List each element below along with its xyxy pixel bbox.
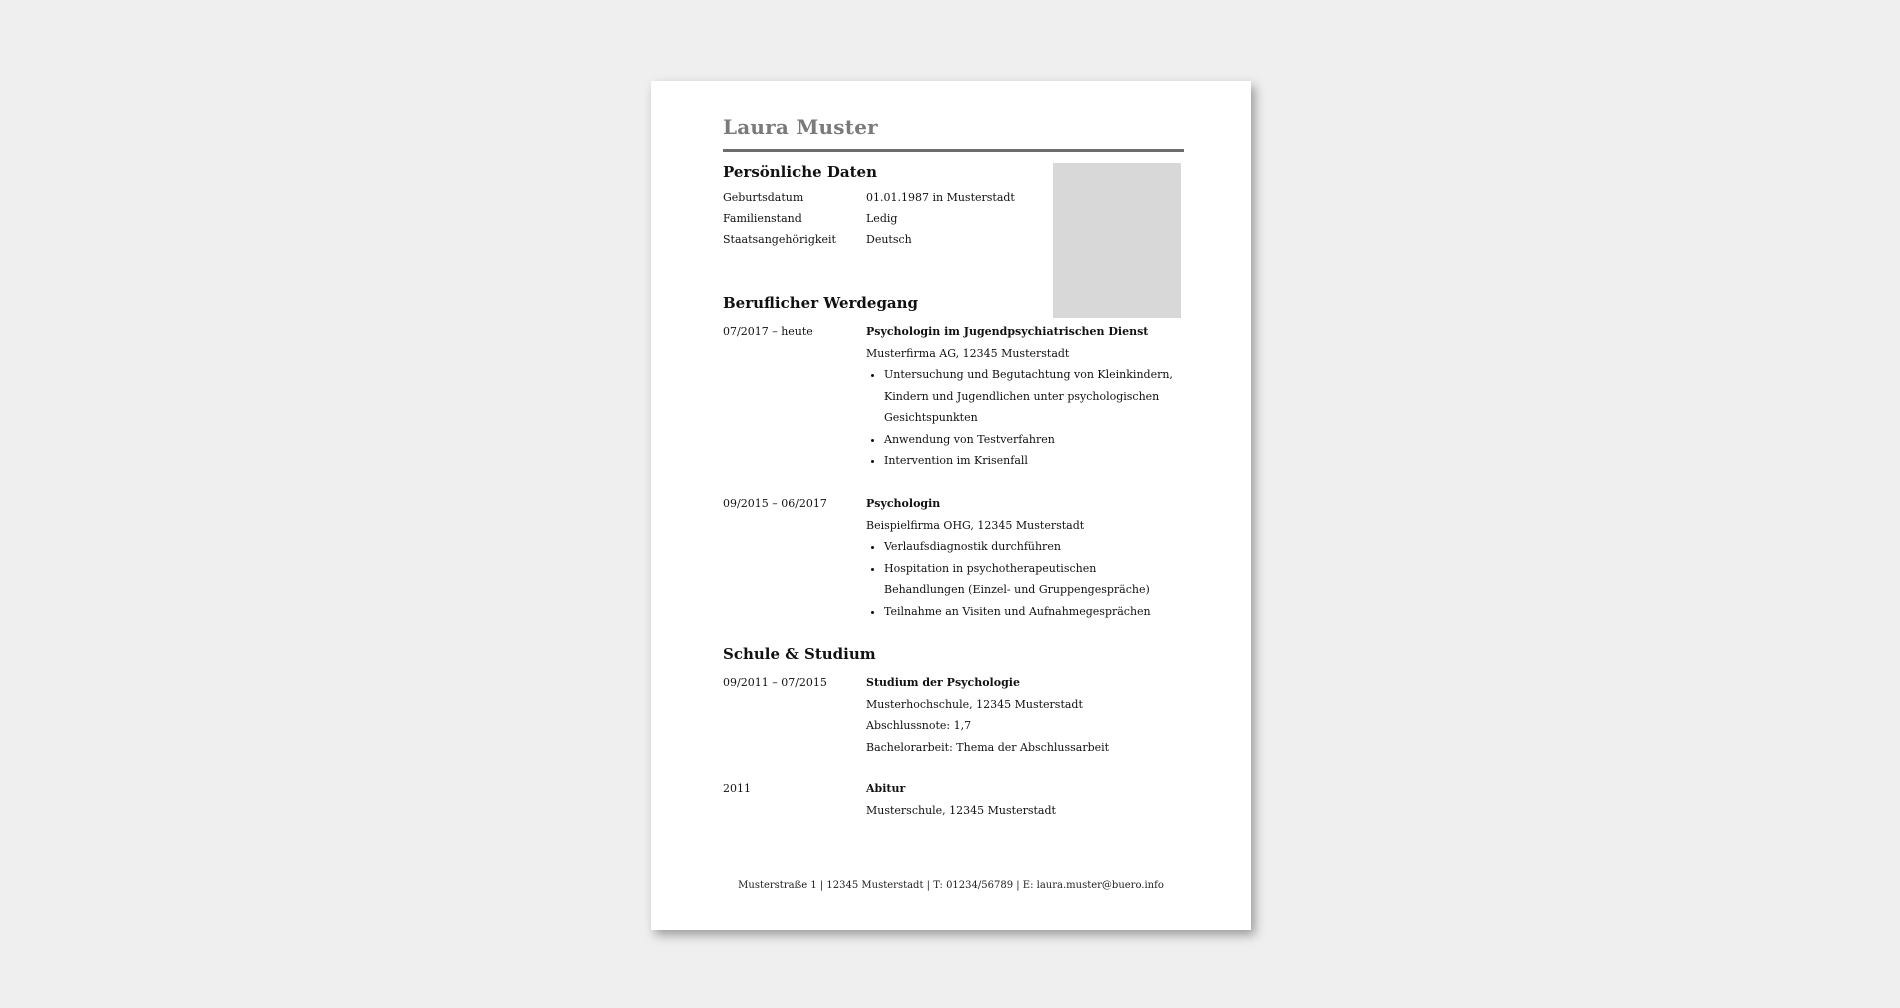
cv-page <box>651 81 1251 930</box>
personal-value: Deutsch <box>866 233 912 246</box>
education-degree: Abitur <box>866 782 906 795</box>
education-date: 09/2011 – 07/2015 <box>723 676 827 689</box>
career-task: • Hospitation in psychotherapeutischen Behandlungen (Einzel- und Gruppengespräche) <box>884 558 1176 601</box>
career-tasks <box>866 536 1176 622</box>
contact-footer: Musterstraße 1 | 12345 Musterstadt | T: 01234/56789 | E: laura.muster@buero.info <box>738 880 1164 891</box>
education-grade: Abschlussnote: 1,7 <box>866 719 972 732</box>
personal-value: 01.01.1987 in Musterstadt <box>866 191 1015 204</box>
name-underline <box>723 149 1184 152</box>
personal-label: Familienstand <box>723 212 802 225</box>
career-position: Psychologin im Jugendpsychiatrischen Dienst <box>866 325 1149 338</box>
personal-value: Ledig <box>866 212 898 225</box>
career-employer: Beispielfirma OHG, 12345 Musterstadt <box>866 518 1085 532</box>
career-employer: Musterfirma AG, 12345 Musterstadt <box>866 346 1070 360</box>
career-details <box>866 493 1176 622</box>
section-title-career: Beruflicher Werdegang <box>723 294 919 312</box>
education-school: Musterhochschule, 12345 Musterstadt <box>866 697 1083 711</box>
career-details <box>866 321 1176 472</box>
career-task: • Anwendung von Testverfahren <box>884 429 1176 451</box>
career-task: • Teilnahme an Visiten und Aufnahmegesprächen <box>884 601 1176 623</box>
section-title-education: Schule & Studium <box>723 645 876 663</box>
personal-label: Geburtsdatum <box>723 191 804 204</box>
career-position: Psychologin <box>866 497 941 510</box>
career-date: 09/2015 – 06/2017 <box>723 497 827 510</box>
career-task: • Untersuchung und Begutachtung von Kleinkindern, Kindern und Jugendlichen unter psychologischen Gesichtspunkten <box>884 364 1176 429</box>
applicant-name: Laura Muster <box>723 115 878 139</box>
career-task: • Verlaufsdiagnostik durchführen <box>884 536 1176 558</box>
education-thesis: Bachelorarbeit: Thema der Abschlussarbeit <box>866 740 1110 754</box>
education-details <box>866 778 1176 821</box>
career-tasks <box>866 364 1176 472</box>
personal-label: Staatsangehörigkeit <box>723 233 836 246</box>
career-task: • Intervention im Krisenfall <box>884 450 1176 472</box>
education-details <box>866 672 1176 758</box>
education-degree: Studium der Psychologie <box>866 676 1020 689</box>
education-date: 2011 <box>723 782 751 795</box>
section-title-personal: Persönliche Daten <box>723 163 877 181</box>
education-school: Musterschule, 12345 Musterstadt <box>866 803 1056 817</box>
career-date: 07/2017 – heute <box>723 325 813 338</box>
